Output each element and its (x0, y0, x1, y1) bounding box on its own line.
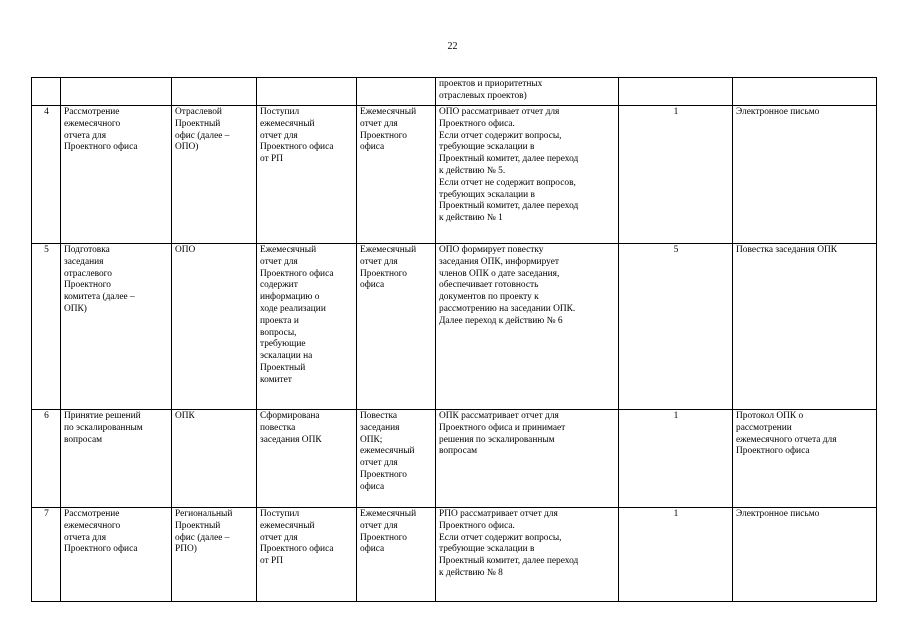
duration-cell (619, 78, 733, 106)
table-row (32, 410, 877, 508)
input-condition-cell (257, 78, 357, 106)
input-condition-cell: Сформирована повестка заседания ОПК (257, 410, 357, 508)
result-cell: Электронное письмо (733, 106, 877, 244)
description-cell: РПО рассматривает отчет для Проектного офиса. Если отчет содержит вопросы, требующие эскалации в Проектный комитет, далее переход к действию № 8 (436, 508, 619, 602)
table-row (32, 244, 877, 410)
result-cell: Повестка заседания ОПК (733, 244, 877, 410)
action-cell: Рассмотрение ежемесячного отчета для Проектного офиса (61, 508, 172, 602)
process-table (31, 77, 877, 602)
executor-cell (172, 78, 257, 106)
duration-cell: 1 (619, 508, 733, 602)
row-number-cell: 4 (32, 106, 61, 244)
table-row (32, 106, 877, 244)
description-cell: ОПК рассматривает отчет для Проектного офиса и принимает решения по эскалированным вопросам (436, 410, 619, 508)
executor-cell: ОПО (172, 244, 257, 410)
row-number-cell: 5 (32, 244, 61, 410)
executor-cell: Отраслевой Проектный офис (далее – ОПО) (172, 106, 257, 244)
action-cell: Принятие решений по эскалированным вопросам (61, 410, 172, 508)
table-row (32, 508, 877, 602)
duration-cell: 1 (619, 106, 733, 244)
table-row (32, 78, 877, 106)
action-cell: Подготовка заседания отраслевого Проектного комитета (далее – ОПК) (61, 244, 172, 410)
input-condition-cell: Ежемесячный отчет для Проектного офиса содержит информацию о ходе реализации проекта и вопросы, требующие эскалации на Проектный комитет (257, 244, 357, 410)
row-number-cell: 7 (32, 508, 61, 602)
result-cell: Протокол ОПК о рассмотрении ежемесячного отчета для Проектного офиса (733, 410, 877, 508)
duration-cell: 1 (619, 410, 733, 508)
input-document-cell: Ежемесячный отчет для Проектного офиса (357, 508, 436, 602)
input-document-cell: Ежемесячный отчет для Проектного офиса (357, 106, 436, 244)
action-cell: Рассмотрение ежемесячного отчета для Проектного офиса (61, 106, 172, 244)
result-cell: Электронное письмо (733, 508, 877, 602)
executor-cell: ОПК (172, 410, 257, 508)
description-cell: ОПО формирует повестку заседания ОПК, информирует членов ОПК о дате заседания, обеспечивает готовность документов по проекту к рассмотрению на заседании ОПК. Далее переход к действию № 6 (436, 244, 619, 410)
action-cell (61, 78, 172, 106)
result-cell (733, 78, 877, 106)
input-document-cell: Повестка заседания ОПК; ежемесячный отчет для Проектного офиса (357, 410, 436, 508)
row-number-cell (32, 78, 61, 106)
row-number-cell: 6 (32, 410, 61, 508)
input-document-cell: Ежемесячный отчет для Проектного офиса (357, 244, 436, 410)
description-cell: проектов и приоритетных отраслевых проектов) (436, 78, 619, 106)
input-document-cell (357, 78, 436, 106)
input-condition-cell: Поступил ежемесячный отчет для Проектного офиса от РП (257, 508, 357, 602)
description-cell: ОПО рассматривает отчет для Проектного офиса. Если отчет содержит вопросы, требующие эскалации в Проектный комитет, далее переход к действию № 5. Если отчет не содержит вопросов, требующих эскалации в Проектный комитет, далее переход к действию № 1 (436, 106, 619, 244)
page-number: 22 (447, 41, 458, 52)
input-condition-cell: Поступил ежемесячный отчет для Проектного офиса от РП (257, 106, 357, 244)
duration-cell: 5 (619, 244, 733, 410)
executor-cell: Региональный Проектный офис (далее – РПО) (172, 508, 257, 602)
